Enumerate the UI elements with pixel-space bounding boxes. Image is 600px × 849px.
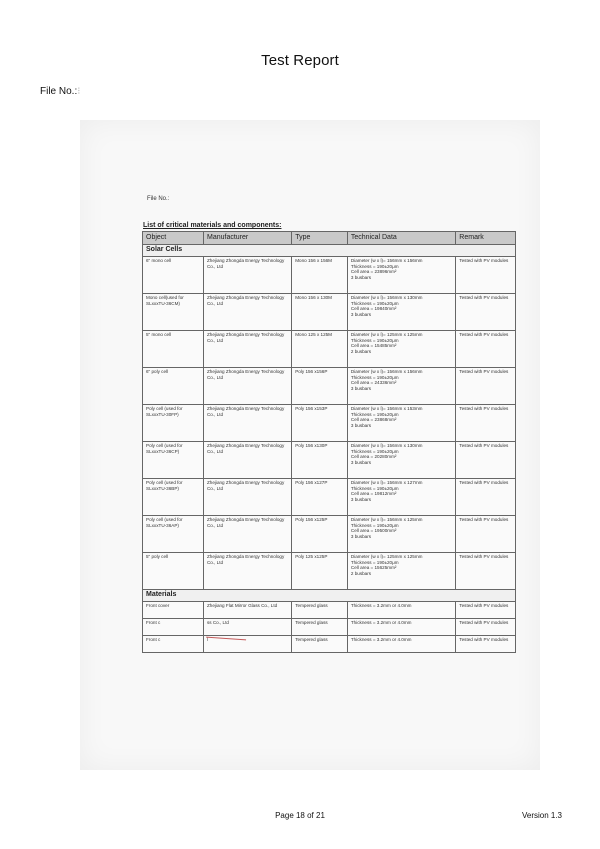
cell-technical-data	[347, 368, 455, 405]
cell-type: Mono 156 x 156M	[292, 257, 348, 294]
tech-line: Cell area = 24336mm²	[350, 380, 397, 386]
file-no-dots: ⁝	[77, 86, 81, 97]
cell-remark: Tested with PV modules	[456, 405, 516, 442]
tech-line: Cell area = 23868mm²	[350, 417, 397, 423]
tech-line: 2 busbars	[350, 571, 372, 577]
table-row	[143, 636, 516, 653]
tech-line: 3 busbars	[350, 423, 372, 429]
section-materials: Materials	[143, 590, 516, 602]
tech-line: Thickness = 190±20μm	[350, 559, 399, 565]
tech-line: Diameter (w x l)= 156mm x 130mm	[350, 443, 423, 448]
cell-object: 6" mono cell	[143, 257, 204, 294]
cell-manufacturer: Zhejiang Zhongda Energy Technology Co., Ltd	[203, 479, 291, 516]
cell-technical-data	[347, 405, 455, 442]
cell-technical-data	[347, 479, 455, 516]
cell-manufacturer: Zhejiang Zhongda Energy Technology Co., Ltd	[203, 294, 291, 331]
tech-line: Diameter (w x l)= 125mm x 125mm	[350, 554, 423, 559]
table-header-row	[143, 232, 516, 245]
cell-manufacturer: Zhejiang Zhongda Energy Technology Co., Ltd	[203, 368, 291, 405]
tech-line: 3 busbars	[350, 460, 372, 466]
table-row	[143, 479, 516, 516]
tech-line: Diameter (w x l)= 156mm x 156mm	[350, 369, 423, 374]
tech-line: Cell area = 23896mm²	[350, 269, 397, 275]
cell-manufacturer: ss Co., Ltd	[203, 619, 291, 636]
cell-remark: Tested with PV modules	[456, 331, 516, 368]
cell-type: Poly 156 x127P	[292, 479, 348, 516]
col-remark: Remark	[456, 232, 516, 245]
table-row	[143, 368, 516, 405]
cell-manufacturer: Zhejiang Zhongda Energy Technology Co., Ltd	[203, 553, 291, 590]
cell-remark: Tested with PV modules	[456, 636, 516, 653]
cell-manufacturer: l	[203, 636, 291, 653]
tech-line: Cell area = 15485mm²	[350, 343, 397, 349]
critical-materials-table	[142, 231, 516, 653]
cell-remark: Tested with PV modules	[456, 619, 516, 636]
cell-type: Tempered glass	[292, 619, 348, 636]
cell-object: Poly cell (used for SLxxxTU-30FP)	[143, 405, 204, 442]
cell-manufacturer: Zhejiang Zhongda Energy Technology Co., Ltd	[203, 516, 291, 553]
cell-technical-data	[347, 516, 455, 553]
cell-manufacturer: Zhejiang Zhongda Energy Technology Co., Ltd	[203, 442, 291, 479]
cell-technical-data	[347, 331, 455, 368]
cell-remark: Tested with PV modules	[456, 368, 516, 405]
table-row	[143, 602, 516, 619]
cell-object: Mono cell(used for SLxxxTU-36CM)	[143, 294, 204, 331]
tech-line: 3 busbars	[350, 386, 372, 392]
cell-type: Mono 125 x 125M	[292, 331, 348, 368]
table-row	[143, 294, 516, 331]
cell-remark: Tested with PV modules	[456, 553, 516, 590]
tech-line: Cell area = 15625mm²	[350, 565, 397, 571]
cell-type: Poly 156 x125P	[292, 516, 348, 553]
cell-object: Front cover	[143, 602, 204, 619]
table-row	[143, 619, 516, 636]
table-row	[143, 257, 516, 294]
tech-line: Cell area = 19500mm²	[350, 528, 397, 534]
cell-technical-data	[347, 294, 455, 331]
section-row-materials	[143, 590, 516, 602]
cell-type: Poly 125 x125P	[292, 553, 348, 590]
cell-type: Mono 156 x 130M	[292, 294, 348, 331]
cell-object: Poly cell (used for SLxxxTU-36AP)	[143, 516, 204, 553]
tech-line: Thickness = 190±20μm	[350, 485, 399, 491]
tech-line: Thickness = 190±20μm	[350, 300, 399, 306]
tech-line: Cell area = 19812mm²	[350, 491, 397, 497]
table-row	[143, 442, 516, 479]
cell-type: Tempered glass	[292, 602, 348, 619]
tech-line: Thickness = 190±20μm	[350, 522, 399, 528]
cell-object: 5" mono cell	[143, 331, 204, 368]
cell-type: Poly 156 x130P	[292, 442, 348, 479]
tech-line: Thickness = 190±20μm	[350, 411, 399, 417]
cell-type: Poly 156 x153P	[292, 405, 348, 442]
col-object: Object	[143, 232, 204, 245]
tech-line: 2 busbars	[350, 349, 372, 355]
cell-manufacturer: Zhejiang Zhongda Energy Technology Co., Ltd	[203, 331, 291, 368]
tech-line: Thickness = 190±20μm	[350, 448, 399, 454]
cell-object: Poly cell (used for SLxxxTU-36BP)	[143, 479, 204, 516]
tech-line: Cell area = 19840mm²	[350, 306, 397, 312]
cell-object: 6" poly cell	[143, 368, 204, 405]
tech-line: Thickness = 190±20μm	[350, 337, 399, 343]
cell-technical-data: Thickness = 3.2mm or 4.0mm	[347, 619, 455, 636]
tech-line: Thickness = 190±20μm	[350, 263, 399, 269]
tech-line: 3 busbars	[350, 275, 372, 281]
tech-line: 3 busbars	[350, 312, 372, 318]
file-no-label	[40, 86, 80, 97]
table-body	[143, 245, 516, 653]
list-heading: List of critical materials and components:	[143, 222, 282, 229]
section-row-solar-cells	[143, 245, 516, 257]
cell-remark: Tested with PV modules	[456, 516, 516, 553]
cell-remark: Tested with PV modules	[456, 442, 516, 479]
section-solar-cells: Solar Cells	[143, 245, 516, 257]
cell-manufacturer: Zhejiang Zhongda Energy Technology Co., Ltd	[203, 405, 291, 442]
cell-technical-data: Thickness = 3.2mm or 4.0mm	[347, 636, 455, 653]
cell-technical-data: Thickness = 3.2mm or 4.0mm	[347, 602, 455, 619]
col-type: Type	[292, 232, 348, 245]
cell-type: Tempered glass	[292, 636, 348, 653]
file-no-text: File No.:	[40, 86, 78, 97]
cell-technical-data	[347, 257, 455, 294]
table-row	[143, 516, 516, 553]
tech-line: Diameter (w x l)= 125mm x 125mm	[350, 332, 423, 337]
col-technical-data: Technical Data	[347, 232, 455, 245]
tech-line: Cell area = 20280mm²	[350, 454, 397, 460]
table-row	[143, 553, 516, 590]
tech-line: 3 busbars	[350, 497, 372, 503]
table-row	[143, 405, 516, 442]
tech-line: Diameter (w x l)= 156mm x 130mm	[350, 295, 423, 300]
col-manufacturer: Manufacturer	[203, 232, 291, 245]
cell-object: Poly cell (used for SLxxxTU-36CP)	[143, 442, 204, 479]
tech-line: Thickness = 190±20μm	[350, 374, 399, 380]
tech-line: Diameter (w x l)= 156mm x 125mm	[350, 517, 423, 522]
cell-manufacturer: Zhejiang Zhongda Energy Technology Co., Ltd	[203, 257, 291, 294]
tech-line: Diameter (w x l)= 156mm x 156mm	[350, 258, 423, 263]
cell-object: 5" poly cell	[143, 553, 204, 590]
cell-remark: Tested with PV modules	[456, 602, 516, 619]
cell-object: Front c	[143, 636, 204, 653]
page-title: Test Report	[261, 52, 339, 69]
table-row	[143, 331, 516, 368]
tech-line: Diameter (w x l)= 156mm x 153mm	[350, 406, 423, 411]
tech-line: 3 busbars	[350, 534, 372, 540]
cell-object: Front c	[143, 619, 204, 636]
tech-line: Diameter (w x l)= 156mm x 127mm	[350, 480, 423, 485]
cell-remark: Tested with PV modules	[456, 479, 516, 516]
cell-technical-data	[347, 442, 455, 479]
cell-technical-data	[347, 553, 455, 590]
page-number: Page 18 of 21	[275, 811, 325, 820]
scan-file-no: File No.:	[147, 196, 170, 202]
cell-manufacturer: Zhejiang Flat Mirror Glass Co., Ltd	[203, 602, 291, 619]
cell-type: Poly 156 x156P	[292, 368, 348, 405]
version-label: Version 1.3	[521, 811, 562, 820]
cell-remark: Tested with PV modules	[456, 294, 516, 331]
cell-remark: Tested with PV modules	[456, 257, 516, 294]
